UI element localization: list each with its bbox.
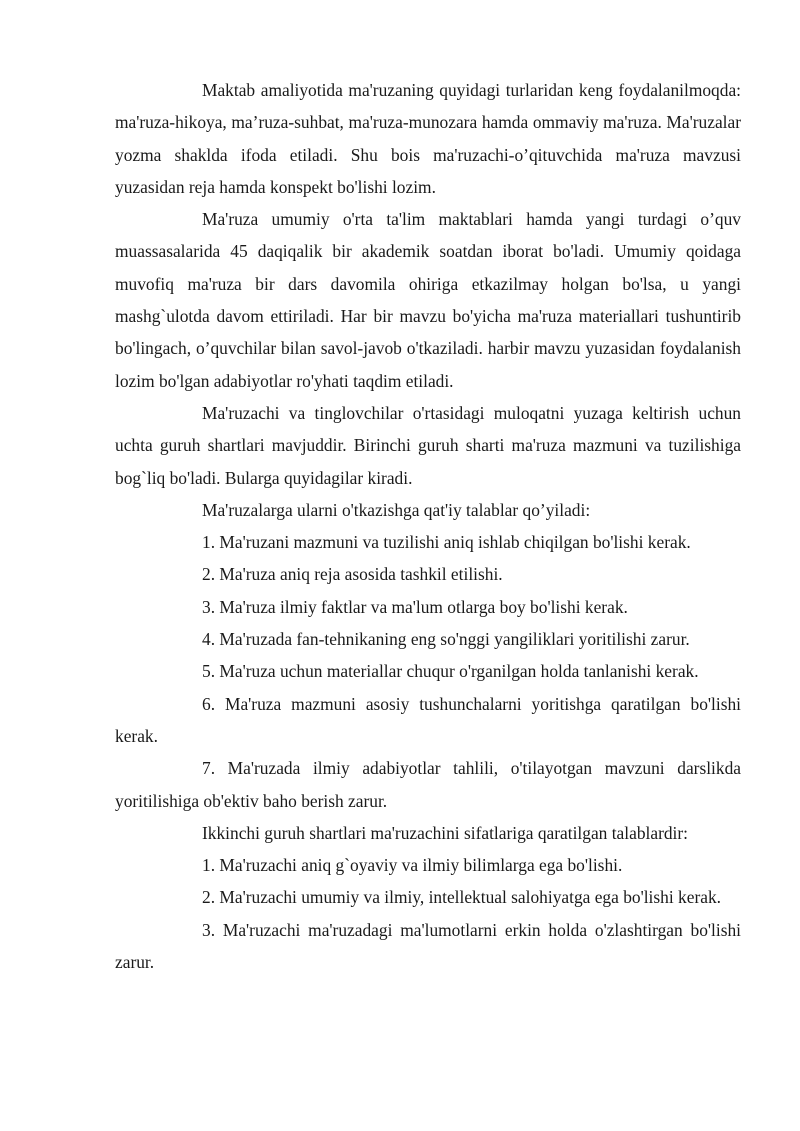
second-group-intro: Ikkinchi guruh shartlari ma'ruzachini sifatlariga qaratilgan talablardir: [202, 822, 689, 843]
paragraph-lecture-duration: Ma'ruza umumiy o'rta ta'lim maktablari hamda yangi turdagi o’quv muassasalarida 45 daqiqalik bir akademik soatdan iborat bo'ladi. Umumiy qoidaga muvofiq ma'ruza bir dars davomila ohiriga etkazilmay holgan bo'lsa, u yangi mashg`ulotda davom ettiriladi. Har bir mavzu bo'yicha ma'ruza materiallari tushuntirib bo'lingach, o’quvchilar bilan savol-javob o'tkaziladi. harbir mavzu yuzasidan foydalanish lozim bo'lgan adabiyotlar ro'yhati taqdim etiladi. [115, 209, 741, 391]
paragraph-lecture-types: Maktab amaliyotida ma'ruzaning quyidagi turlaridan keng foydalanilmoqda: ma'ruza-hikoya, ma’ruza-suhbat, ma'ruza-munozara hamda ommaviy ma'ruza. Ma'ruzalar yozma shaklda ifoda etiladi. Shu bois ma'ruzachi-o’qituvchida ma'ruza mavzusi yuzasidan reja hamda konspekt bo'lishi lozim. [115, 80, 741, 197]
second-group-item: 2. Ma'ruzachi umumiy va ilmiy, intellektual salohiyatga ega bo'lishi kerak. [202, 887, 721, 908]
requirement-item: 6. Ma'ruza mazmuni asosiy tushunchalarni yoritishga qaratilgan bo'lishi kerak. [115, 693, 741, 746]
requirement-item: 2. Ma'ruza aniq reja asosida tashkil etilishi. [202, 564, 503, 585]
requirement-item: 5. Ma'ruza uchun materiallar chuqur o'rganilgan holda tanlanishi kerak. [202, 661, 699, 682]
requirement-item: 3. Ma'ruza ilmiy faktlar va ma'lum otlarga boy bo'lishi kerak. [202, 596, 628, 617]
requirement-item: 1. Ma'ruzani mazmuni va tuzilishi aniq ishlab chiqilgan bo'lishi kerak. [202, 532, 691, 553]
document-page [115, 74, 741, 978]
requirement-item: 4. Ma'ruzada fan-tehnikaning eng so'nggi yangiliklari yoritilishi zarur. [202, 629, 690, 650]
second-group-item: 3. Ma'ruzachi ma'ruzadagi ma'lumotlarni erkin holda o'zlashtirgan bo'lishi zarur. [115, 919, 741, 973]
requirements-intro: Ma'ruzalarga ularni o'tkazishga qat'iy talablar qo’yiladi: [202, 499, 591, 520]
requirement-item: 7. Ma'ruzada ilmiy adabiyotlar tahlili, o'tilayotgan mavzuni darslikda yoritilishiga ob'ektiv baho berish zarur. [115, 758, 741, 811]
second-group-item: 1. Ma'ruzachi aniq g`oyaviy va ilmiy bilimlarga ega bo'lishi. [202, 855, 623, 876]
paragraph-communication-conditions: Ma'ruzachi va tinglovchilar o'rtasidagi muloqatni yuzaga keltirish uchun uchta guruh shartlari mavjuddir. Birinchi guruh sharti ma'ruza mazmuni va tuzilishiga bog`liq bo'ladi. Bularga quyidagilar kiradi. [115, 402, 741, 488]
